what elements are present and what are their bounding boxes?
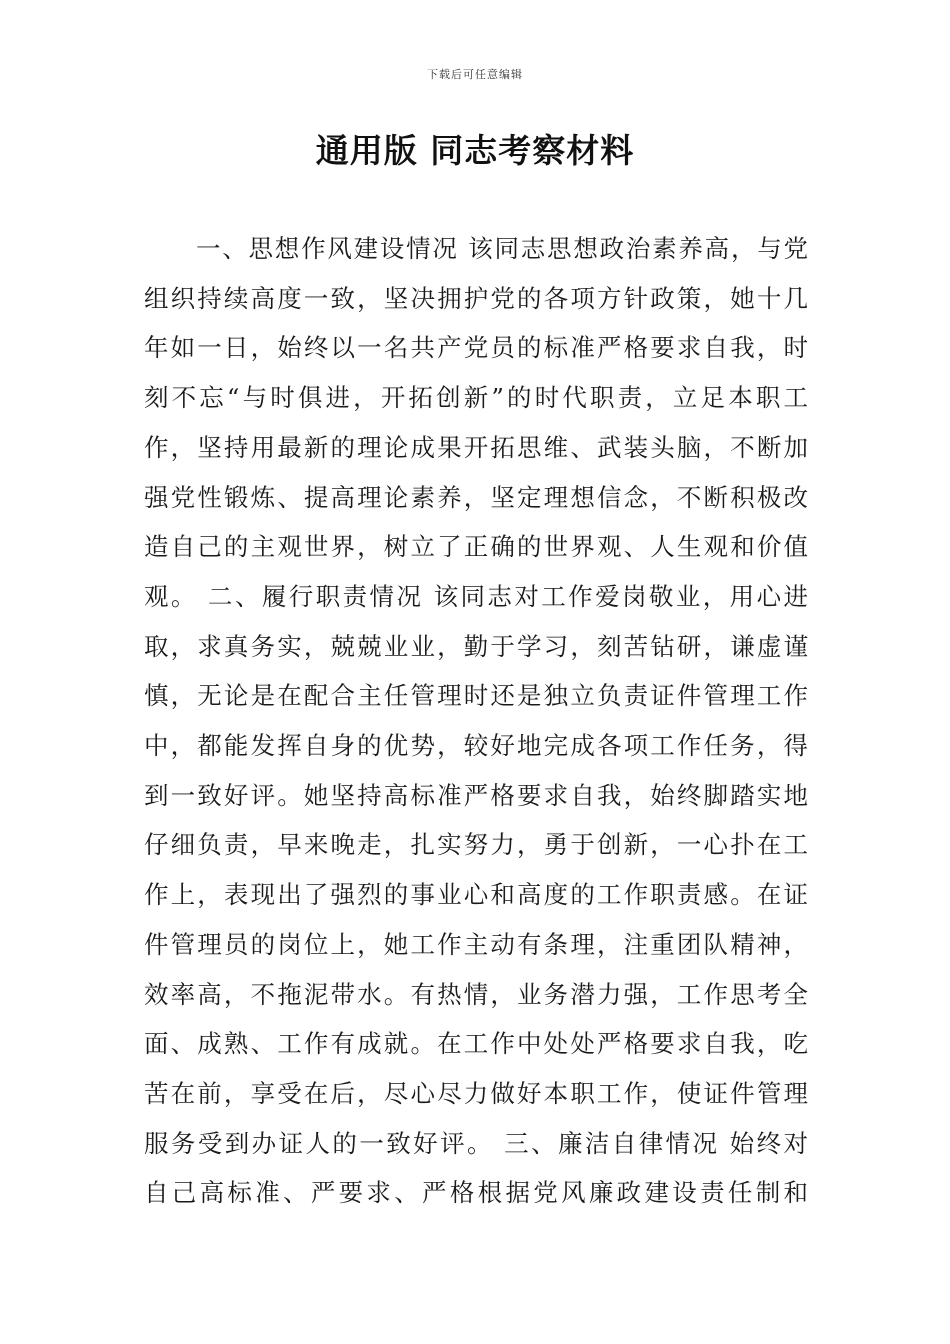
body-line: 年如一日，始终以一名共产党员的标准严格要求自我，时 [144,333,808,363]
body-line: 一、思想作风建设情况 该同志思想政治素养高，与党 [196,234,808,263]
document-body [144,224,808,1218]
body-line: 苦在前，享受在后，尽心尽力做好本职工作，使证件管理 [144,1078,808,1108]
body-line: 自己高标准、严要求、严格根据党风廉政建设责任制和 [144,1178,808,1208]
body-line: 造自己的主观世界，树立了正确的世界观、人生观和价值 [144,532,808,562]
body-line: 件管理员的岗位上，她工作主动有条理，注重团队精神， [144,929,808,959]
body-line: 作上，表现出了强烈的事业心和高度的工作职责感。在证 [144,880,808,910]
body-line: 仔细负责，早来晚走，扎实努力，勇于创新，一心扑在工 [144,830,808,860]
document-title: 通用版 同志考察材料 [315,131,635,170]
body-line: 取，求真务实，兢兢业业，勤于学习，刻苦钻研，谦虚谨 [144,631,808,661]
body-line: 效率高，不拖泥带水。有热情，业务潜力强，工作思考全 [144,979,808,1009]
body-line: 到一致好评。她坚持高标准严格要求自我，始终脚踏实地 [144,780,808,810]
body-line: 强党性锻炼、提高理论素养，坚定理想信念，不断积极改 [144,482,808,512]
body-line: 服务受到办证人的一致好评。 三、廉洁自律情况 始终对 [144,1128,808,1158]
body-line: 面、成熟、工作有成就。在工作中处处严格要求自我，吃 [144,1029,808,1059]
body-line: 观。 二、履行职责情况 该同志对工作爱岗敬业，用心进 [144,581,808,611]
body-line: 慎，无论是在配合主任管理时还是独立负责证件管理工作 [144,681,808,711]
body-line: 刻不忘“与时俱进，开拓创新”的时代职责，立足本职工 [144,383,808,413]
body-line: 中，都能发挥自身的优势，较好地完成各项工作任务，得 [144,731,808,761]
header-note: 下载后可任意编辑 [427,68,523,81]
body-line: 作，坚持用最新的理论成果开拓思维、武装头脑，不断加 [144,432,808,462]
body-line: 组织持续高度一致，坚决拥护党的各项方针政策，她十几 [144,283,808,313]
